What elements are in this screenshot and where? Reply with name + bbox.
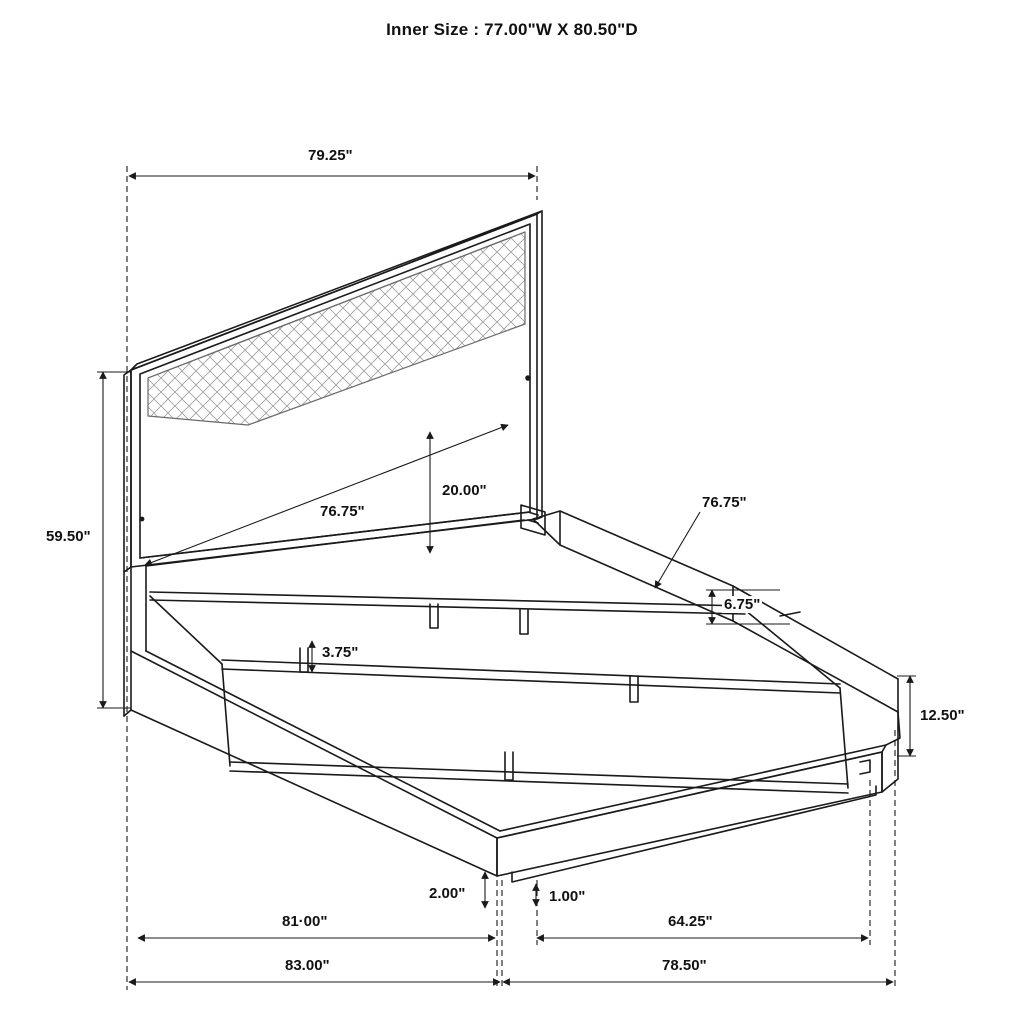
dimension-footboard-width: 64.25" [668, 913, 713, 930]
dimension-overall-length: 83.00" [285, 957, 330, 974]
dimension-frame-length: 81·00" [282, 913, 328, 930]
dimension-footboard-height: 12.50" [920, 707, 965, 724]
dimension-inner-rail-width-right: 76.75" [702, 494, 747, 511]
dimension-foot-trim: 1.00" [549, 888, 586, 905]
dimension-inner-rail-width-left: 76.75" [320, 503, 365, 520]
dimension-footboard-clearance: 2.00" [429, 885, 466, 902]
dimension-headboard-width: 79.25" [308, 147, 353, 164]
dimension-overall-width: 78.50" [662, 957, 707, 974]
dimension-slat-height: 3.75" [322, 644, 359, 661]
page-title: Inner Size : 77.00"W X 80.50"D [386, 20, 638, 39]
dimension-side-rail-height: 6.75" [724, 596, 761, 613]
dimension-headboard-panel-height: 20.00" [442, 482, 487, 499]
dimension-overall-height: 59.50" [46, 528, 91, 545]
